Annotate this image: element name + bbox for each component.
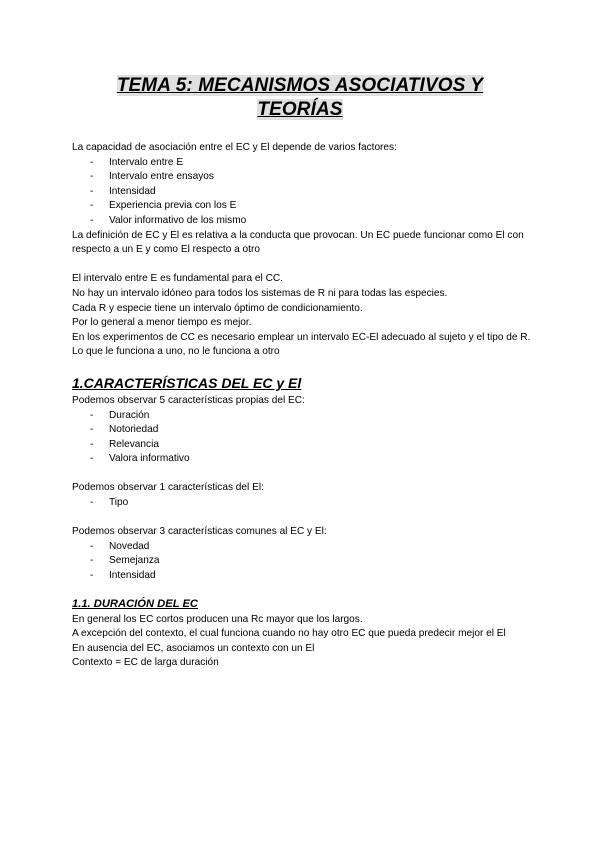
duration-paragraph: En ausencia del EC, asociamos un contexto con un El — [72, 642, 315, 654]
list-item: - Intensidad — [72, 569, 532, 584]
list-item: - Valor informativo de los mismo — [72, 214, 532, 229]
section-1-1-heading: 1.1. DURACIÓN DEL EC — [72, 597, 198, 610]
interval-paragraph: En los experimentos de CC es necesario emplear un intervalo EC-El adecuado al sujeto y el tipo de R. — [72, 331, 531, 343]
duration-paragraph: Contexto = EC de larga duración — [72, 657, 219, 669]
common-intro: Podemos observar 3 características comunes al EC y El: — [72, 526, 327, 538]
ei-characteristics-list — [72, 496, 532, 511]
interval-paragraph: El intervalo entre E es fundamental para el CC. — [72, 273, 283, 285]
interval-paragraph: Lo que le funciona a uno, no le funciona a otro — [72, 346, 280, 358]
page-title — [72, 74, 528, 122]
interval-paragraph: Por lo general a menor tiempo es mejor. — [72, 317, 252, 329]
duration-paragraph: En general los EC cortos producen una Rc mayor que los largos. — [72, 613, 363, 625]
document-body — [72, 141, 532, 671]
list-item: - Relevancia — [72, 438, 532, 453]
ec-characteristics-list — [72, 409, 532, 467]
title-line-1: TEMA 5: MECANISMOS ASOCIATIVOS Y — [116, 75, 484, 96]
interval-paragraph: No hay un intervalo idóneo para todos los sistemas de R ni para todas las especies. — [72, 287, 448, 299]
ec-intro: Podemos observar 5 características propias del EC: — [72, 394, 305, 406]
section-1-heading: 1.CARACTERÍSTICAS DEL EC y El — [72, 374, 302, 391]
list-item: - Experiencia previa con los E — [72, 199, 532, 214]
duration-paragraph: A excepción del contexto, el cual funciona cuando no hay otro EC que pueda predecir mejor el El — [72, 628, 506, 640]
title-line-2: TEORÍAS — [257, 99, 343, 120]
interval-paragraph: Cada R y especie tiene un intervalo óptimo de condicionamiento. — [72, 302, 363, 314]
list-item: - Notoriedad — [72, 423, 532, 438]
factors-list — [72, 156, 532, 229]
list-item: - Tipo — [72, 496, 532, 511]
list-item: - Intervalo entre ensayos — [72, 170, 532, 185]
list-item: - Semejanza — [72, 554, 532, 569]
list-item: - Intervalo entre E — [72, 156, 532, 171]
intro-paragraph: La capacidad de asociación entre el EC y El depende de varios factores: — [72, 142, 397, 153]
ei-intro: Podemos observar 1 características del El: — [72, 482, 264, 494]
list-item: - Valora informativo — [72, 452, 532, 467]
common-characteristics-list — [72, 540, 532, 584]
list-item: - Duración — [72, 409, 532, 424]
list-item: - Novedad — [72, 540, 532, 555]
list-item: - Intensidad — [72, 185, 532, 200]
definition-paragraph: La definición de EC y El es relativa a la conducta que provocan. Un EC puede funcionar como El con respecto a un E y como El respecto a otro — [72, 229, 524, 256]
